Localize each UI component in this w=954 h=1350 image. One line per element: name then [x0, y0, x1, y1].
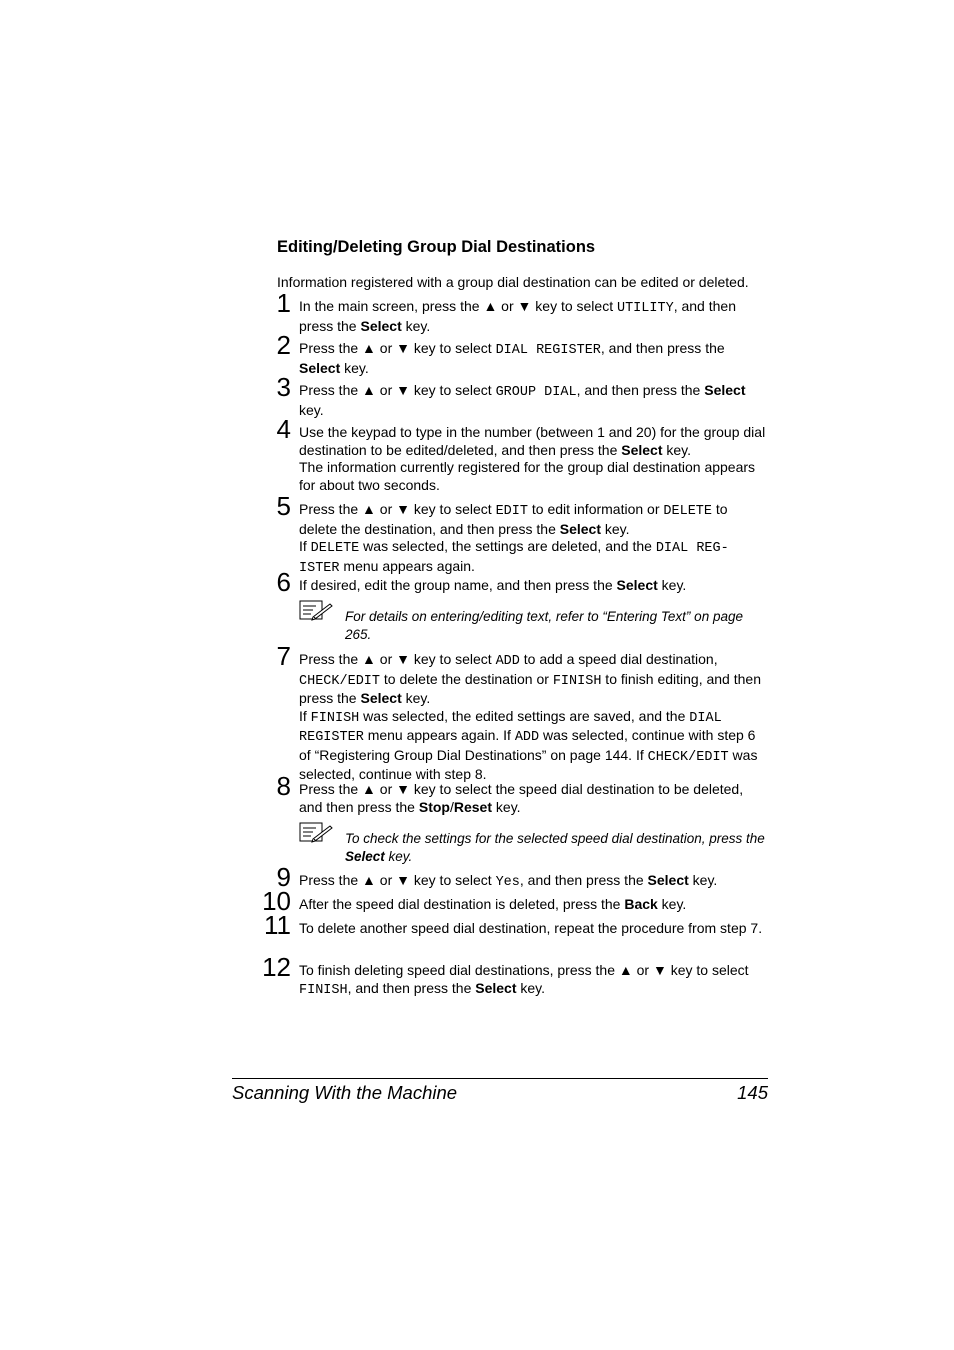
step-text: Use the keypad to type in the number (between 1 and 20) for the group dial destination to be edited/deleted, and then press the Select key. The information currently registered for the group dial destination appears for about two seconds. [299, 424, 766, 493]
menu-item-code: DELETE [663, 504, 712, 519]
step-number: 6 [276, 567, 291, 597]
footer-chapter-title: Scanning With the Machine [232, 1082, 458, 1103]
footer-divider [232, 1078, 768, 1079]
up-arrow-icon: ▲ [362, 781, 376, 797]
step-text: After the speed dial destination is deleted, press the Back key. [299, 896, 687, 912]
key-name: Select [559, 520, 601, 537]
down-arrow-icon: ▼ [396, 382, 410, 398]
step-detail: If DELETE was selected, the settings are deleted, and the DIAL REG-ISTER menu appears again. [299, 538, 729, 576]
menu-item-code: DIAL REG-ISTER [299, 541, 729, 576]
down-arrow-icon: ▼ [517, 298, 532, 314]
step-text: To finish deleting speed dial destinations, press the ▲ or ▼ key to select FINISH, and then press the Select key. [299, 962, 749, 998]
step-text: If desired, edit the group name, and then press the Select key. [299, 577, 687, 593]
step-number: 3 [276, 372, 291, 402]
step-number: 8 [276, 771, 291, 801]
section-title: Editing/Deleting Group Dial Destinations [277, 238, 596, 256]
key-name: Select [621, 441, 663, 458]
menu-item-code: DIAL REGISTER [299, 710, 722, 745]
note-pencil-icon [299, 600, 333, 622]
menu-item-code: GROUP DIAL [495, 385, 577, 400]
menu-item-code: CHECK/EDIT [647, 749, 729, 765]
step-text: To delete another speed dial destination, repeat the procedure from step 7. [299, 920, 763, 936]
step-text: Press the ▲ or ▼ key to select DIAL REGISTER, and then press the Select key. [299, 340, 725, 376]
step-number: 2 [276, 330, 291, 360]
step-detail: The information currently registered for the group dial destination appears for about two seconds. [299, 459, 756, 493]
up-arrow-icon: ▲ [362, 340, 376, 356]
menu-item-code: FINISH [299, 982, 348, 998]
key-name: Select [345, 848, 385, 864]
key-name: Select [616, 577, 658, 593]
menu-item-code: EDIT [495, 504, 528, 519]
intro-paragraph: Information registered with a group dial destination can be edited or deleted. [277, 274, 749, 290]
key-name: Select [360, 317, 402, 334]
up-arrow-icon: ▲ [362, 651, 376, 667]
down-arrow-icon: ▼ [396, 340, 410, 356]
step-text: Press the ▲ or ▼ key to select the speed dial destination to be deleted, and then press the Stop/Reset key. [299, 781, 744, 815]
menu-item-code: DIAL REGISTER [495, 343, 601, 358]
down-arrow-icon: ▼ [396, 501, 410, 517]
key-name: Select [704, 382, 746, 398]
menu-item-code: Yes [495, 875, 520, 890]
menu-item-code: DELETE [310, 541, 360, 556]
menu-item-code: CHECK/EDIT [299, 673, 381, 689]
step-number: 1 [276, 288, 291, 318]
step-detail: If FINISH was selected, the edited settings are saved, and the DIAL REGISTER menu appears again. If ADD was selected, continue with step 6 of “Registering Group Dial Destinations” on page 144. If CHECK/EDIT was selected, continue with step 8. [299, 707, 758, 782]
down-arrow-icon: ▼ [396, 651, 410, 667]
step-number: 11 [264, 910, 291, 940]
down-arrow-icon: ▼ [652, 962, 667, 978]
note-text: For details on entering/editing text, refer to “Entering Text” on page 265. [345, 609, 743, 642]
key-name: Select [647, 872, 689, 888]
down-arrow-icon: ▼ [396, 872, 410, 888]
step-number: 10 [262, 886, 291, 916]
menu-item-code: ADD [495, 654, 520, 669]
up-arrow-icon: ▲ [483, 298, 498, 314]
step-text: Press the ▲ or ▼ key to select ADD to add a speed dial destination, CHECK/EDIT to delete the destination or FINISH to finish editing, and then press the Select key. If FINISH was selected, the edited settings are saved, and the DIAL REGISTER menu appears again. If ADD was selected, continue with step 6 of “Registering Group Dial Destinations” on page 144. If CHECK/EDIT was selected, continue with step 8. [299, 651, 767, 784]
key-name: Reset [453, 798, 493, 815]
down-arrow-icon: ▼ [396, 781, 410, 797]
up-arrow-icon: ▲ [618, 962, 633, 978]
menu-item-code: FINISH [552, 673, 602, 689]
key-name: Stop [418, 798, 450, 815]
step-text: Press the ▲ or ▼ key to select GROUP DIAL, and then press the Select key. [299, 382, 746, 418]
key-name: Back [624, 896, 658, 912]
key-name: Select [360, 690, 402, 706]
step-number: 12 [262, 952, 291, 982]
menu-item-code: ADD [514, 730, 540, 745]
up-arrow-icon: ▲ [362, 872, 376, 888]
footer-page-number: 145 [737, 1082, 768, 1103]
step-number: 5 [276, 491, 291, 521]
step-number: 7 [276, 641, 291, 671]
menu-item-code: UTILITY [616, 301, 674, 316]
step-text: Press the ▲ or ▼ key to select Yes, and then press the Select key. [299, 872, 718, 890]
menu-item-code: FINISH [310, 710, 360, 726]
note-text: To check the settings for the selected speed dial destination, press the Select key. [345, 831, 765, 864]
up-arrow-icon: ▲ [362, 501, 376, 517]
step-text: In the main screen, press the ▲ or ▼ key to select UTILITY, and then press the Select key. [299, 298, 736, 334]
step-number: 9 [276, 862, 291, 892]
key-name: Select [475, 979, 517, 996]
up-arrow-icon: ▲ [362, 382, 376, 398]
key-name: Select [299, 359, 341, 376]
step-number: 4 [276, 414, 291, 444]
note-pencil-icon [299, 822, 333, 844]
step-text: Press the ▲ or ▼ key to select EDIT to edit information or DELETE to delete the destination, and then press the Select key. If DELETE was selected, the settings are deleted, and the DIAL REG-ISTER menu appears again. [299, 501, 767, 577]
